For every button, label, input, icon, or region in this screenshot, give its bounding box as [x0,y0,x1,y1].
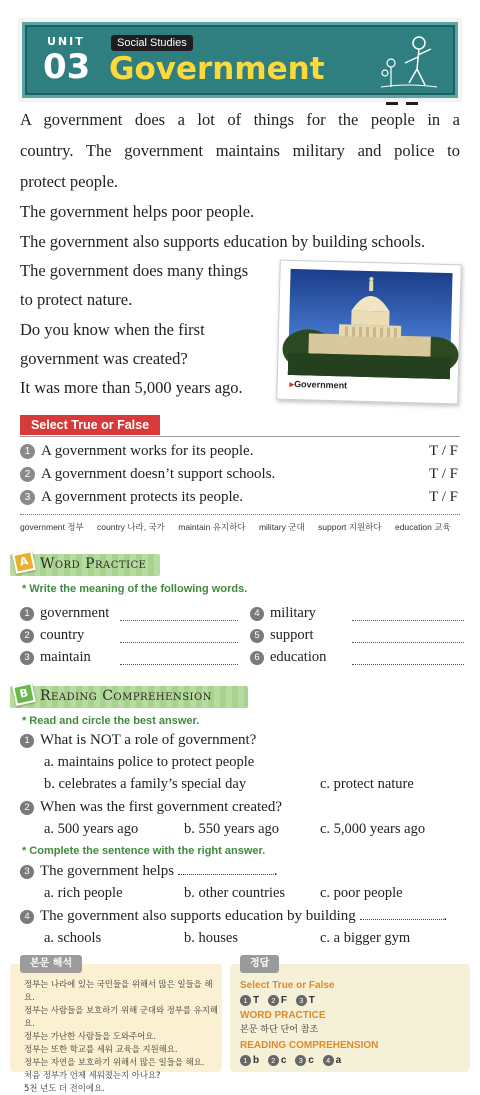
answer-heading: READING COMPREHENSION [240,1040,379,1051]
tf-statement: A government doesn’t support schools. [41,466,276,482]
unit-number: 03 [43,47,91,87]
question-number: 2 [20,801,34,815]
answer-value: b [253,1055,260,1066]
reading-instruction-2: * Complete the sentence with the right answer. [22,845,266,857]
answer-number: 1 [240,1055,251,1066]
section-tag-a: A [12,550,36,574]
answer-line[interactable] [352,620,464,621]
answer-option[interactable]: c. protect nature [320,776,414,792]
decorative-dash [406,102,418,105]
word-label: support [270,627,314,643]
answer-option[interactable]: a. 500 years ago [44,821,139,837]
answer-key-content [240,978,378,1068]
subject-badge: Social Studies [111,35,193,51]
word-item [250,649,464,669]
passage-line: It was more than 5,000 years ago. [20,378,243,397]
word-item [250,605,464,625]
answer-option[interactable]: c. a bigger gym [320,930,411,946]
word-label: maintain [40,649,91,665]
true-false-choice[interactable]: T / F [429,443,458,459]
question-text: The government helps [40,863,175,879]
translation-line: 정부는 또한 학교를 세워 교육을 지원해요. [24,1044,178,1054]
page-title: Government [109,51,325,87]
glossary-entry: support 지원하다 [318,522,382,532]
header-chalkboard [22,22,458,98]
answer-line[interactable] [352,664,464,665]
question-number: 1 [20,734,34,748]
tf-statement: A government protects its people. [41,489,244,505]
word-item [20,605,240,625]
answer-option[interactable]: c. 5,000 years ago [320,821,426,837]
translation-line: 정부는 나라에 있는 국민들을 위해서 많은 일들을 해요. [24,979,213,1002]
reading-instruction-1: * Read and circle the best answer. [22,715,200,727]
answer-heading: WORD PRACTICE [240,1010,326,1021]
reading-comprehension-title: Reading Comprehension [40,688,212,704]
unit-header [18,18,462,102]
fill-in-blank[interactable] [360,908,444,920]
passage-line: Do you know when the first [20,320,205,339]
true-false-choice[interactable]: T / F [429,466,458,482]
question-4: 4 The government also supports education by building . [20,908,447,925]
translation-box [10,958,222,1093]
answer-number: 1 [240,995,251,1006]
question-2 [20,799,282,816]
answer-number: 2 [268,1055,279,1066]
question-number: 4 [20,910,34,924]
item-number: 6 [250,651,264,665]
answer-line[interactable] [120,664,238,665]
answer-option[interactable]: b. other countries [184,885,286,901]
section-divider [20,436,460,437]
translation-line: 처음 정부가 언제 세워졌는지 아나요? [24,1070,161,1080]
item-number: 2 [20,629,34,643]
passage-line: to protect nature. [20,290,133,309]
translation-text [24,978,222,1095]
unit-label: UNIT [47,35,85,48]
answer-key-tab: 정답 [240,955,279,973]
answer-key-box [230,958,470,1072]
answer-option[interactable]: c. poor people [320,885,403,901]
answer-value: c [308,1055,314,1066]
answer-option[interactable]: a. maintains police to protect people [44,754,255,770]
word-practice-instruction: * Write the meaning of the following words. [22,583,248,595]
photo-caption [289,379,347,392]
word-label: military [270,605,316,621]
section-tag-b: B [12,682,36,706]
glossary-entry: government 정부 [20,522,84,532]
question-3: 3 The government helps . [20,863,278,880]
item-number: 3 [20,651,34,665]
translation-line: 정부는 자연을 보호하기 위해서 많은 일들을 해요. [24,1057,205,1067]
glossary-divider [20,514,460,515]
question-text: What is NOT a role of government? [40,732,257,748]
word-label: country [40,627,85,643]
translation-line: 5천 년도 더 전이에요. [24,1083,105,1093]
glossary-entry: maintain 유지하다 [178,522,246,532]
answer-option[interactable]: b. houses [184,930,238,946]
answer-value: a [335,1055,342,1066]
item-number: 4 [250,607,264,621]
translation-line: 정부는 사람들을 보호하기 위해 군대와 정부를 유지해요. [24,1005,218,1028]
stick-figure-icon [375,29,441,95]
question-text: The government also supports education by building [40,908,356,924]
fill-in-blank[interactable] [178,863,274,875]
word-item [20,627,240,647]
passage-line: A government does a lot of things for the people in a [20,110,460,129]
word-practice-title: Word Practice [40,556,147,572]
word-practice-note: 본문 하단 단어 참조 [240,1025,319,1035]
passage-line: The government does many things [20,261,249,280]
word-label: government [40,605,110,621]
answer-value: c [280,1055,287,1066]
answer-option[interactable]: a. schools [44,930,102,946]
answer-option[interactable]: b. celebrates a family’s special day [44,776,247,792]
tf-answers [240,993,378,1008]
passage-line: country. The government maintains military and police to [20,141,460,160]
answer-number: 4 [323,1055,334,1066]
answer-value: T [308,995,315,1006]
word-item [250,627,464,647]
glossary-entry: country 나라, 국가 [97,522,165,532]
capitol-building-image [288,269,453,379]
item-number: 1 [20,607,34,621]
caption-arrow-icon: ▸ [289,378,295,390]
item-number: 5 [250,629,264,643]
item-number: 2 [20,467,35,482]
answer-option[interactable]: b. 550 years ago [184,821,280,837]
photo-caption-text: Government [294,379,348,391]
tf-item [20,443,460,463]
answer-number: 2 [268,995,279,1006]
vocabulary-glossary [20,521,460,533]
rc-answers [240,1053,378,1068]
answer-line[interactable] [120,620,238,621]
answer-heading: Select True or False [240,980,335,991]
true-false-choice[interactable]: T / F [429,489,458,505]
answer-line[interactable] [120,642,238,643]
translation-line: 정부는 가난한 사람들을 도와주어요. [24,1031,157,1041]
glossary-entry: education 교육 [394,522,451,532]
answer-option[interactable]: a. rich people [44,885,123,901]
item-number: 1 [20,444,35,459]
decorative-dash [386,102,398,105]
passage-line: protect people. [20,172,119,191]
capitol-photo-card [276,260,462,405]
passage-line: government was created? [20,349,188,368]
answer-number: 3 [296,995,307,1006]
passage-line: The government helps poor people. [20,202,255,221]
item-number: 3 [20,490,35,505]
glossary-entry: military 군대 [258,522,305,532]
translation-tab: 본문 해석 [20,955,82,973]
passage-line: The government also supports education by building schools. [20,232,426,251]
word-item [20,649,240,669]
question-text: When was the first government created? [40,799,282,815]
answer-number: 3 [295,1055,306,1066]
answer-value: F [280,995,287,1006]
question-number: 3 [20,865,34,879]
tf-item [20,489,460,509]
answer-value: T [253,995,260,1006]
question-1 [20,732,256,749]
word-label: education [270,649,327,665]
answer-line[interactable] [352,642,464,643]
tf-statement: A government works for its people. [41,443,254,459]
tf-item [20,466,460,486]
true-false-heading: Select True or False [20,415,160,435]
